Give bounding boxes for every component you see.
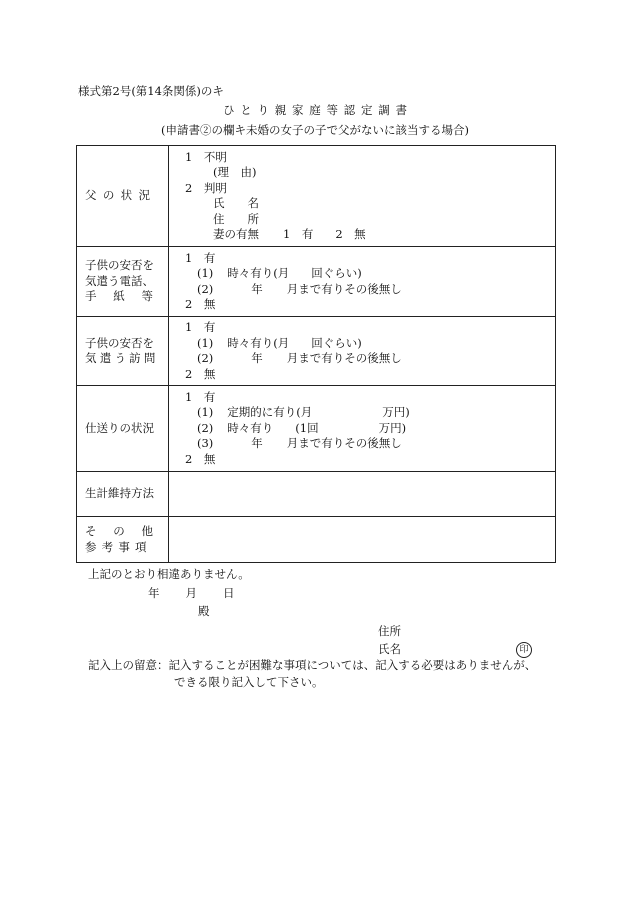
remittance-sub2-mid: (1回 [295,420,319,435]
investigation-table [76,145,556,563]
document-subtitle: (申請書②の欄キ未婚の女子の子で父がないに該当する場合) [161,123,469,137]
other-label-1c: 他 [141,524,153,538]
father-name: 氏 名 [213,196,259,210]
remittance-sub3-num: (3) [197,436,214,451]
father-reason: (理 由) [213,165,257,179]
label-remittance [77,386,169,472]
label-phone-letter [77,247,169,317]
row-livelihood [77,472,556,517]
row-other [77,517,556,563]
remittance-sub2-tail: 万円) [378,420,407,435]
spouse-presence-label: 妻の有無 [213,227,259,241]
visits-opt2: 2 無 [185,366,216,381]
date-day: 日 [223,586,235,600]
value-livelihood [169,472,556,517]
declaration: 上記のとおり相違ありません。 [88,567,250,581]
form-number: 様式第2号(第14条関係)のキ [78,84,224,98]
addressee-honorific: 殿 [198,604,210,618]
visits-label-1: 子供の安否を [85,335,154,350]
remittance-sub1-text: 定期的に有り(月 [227,405,313,420]
label-father-status [77,146,169,247]
visits-sub1-text: 時々有り(月 [227,335,290,350]
remittance-sub2 [185,421,555,437]
visits-label-2: 気遣う訪問 [85,351,159,365]
row-visits [77,317,556,386]
remittance-opt2: 2 無 [185,451,216,466]
remittance-sub3-year: 年 [251,436,263,451]
phone-letter-sub2-text: 月まで有りその後無し [286,281,402,296]
document-title: ひとり親家庭等認定調書 [223,103,413,117]
visits-sub1 [185,336,555,352]
remittance-opt1: 1 有 [185,389,216,404]
date-line [148,586,261,602]
value-phone-letter [169,247,556,317]
phone-letter-opt2: 2 無 [185,297,216,311]
value-other [169,517,556,563]
other-label-1b: の [113,524,125,538]
other-label-2: 参考事項 [85,539,152,554]
phone-letter-opt1: 1 有 [185,250,216,265]
remittance-label-text: 仕送りの状況 [85,420,154,435]
notes-line-2: できる限り記入して下さい。 [174,675,324,689]
other-label-1a: そ [85,524,97,538]
remittance-sub2-text: 時々有り [227,420,274,435]
remittance-sub1 [185,405,555,421]
phone-letter-sub1 [185,266,555,282]
visits-opt1: 1 有 [185,320,216,334]
spouse-presence-row [185,227,555,243]
remittance-sub3 [185,436,555,452]
visits-sub2-year: 年 [251,351,263,365]
name-label: 氏名 [378,642,401,656]
visits-sub1-tail: 回ぐらい) [311,335,362,350]
row-father-status [77,146,556,247]
spouse-no: 2 無 [335,227,366,241]
phone-letter-label-3a: 手 [85,289,97,304]
seal-mark: 印 [516,642,532,658]
value-father-status [169,146,556,247]
phone-letter-label-3b: 紙 [113,289,125,304]
phone-letter-sub2-num: (2) [197,281,214,296]
date-month: 月 [185,586,197,600]
father-known: 2 判明 [185,180,227,195]
value-visits [169,317,556,386]
remittance-sub3-text: 月まで有りその後無し [286,436,402,451]
father-unknown: 1 不明 [185,149,227,164]
phone-letter-label-3 [85,289,168,305]
other-label-1 [85,524,168,540]
row-phone-letter [77,247,556,317]
address-label: 住所 [378,624,401,638]
visits-sub2 [185,351,555,367]
father-address: 住 所 [213,211,259,226]
phone-letter-label-2: 気遣う電話、 [85,273,154,288]
phone-letter-sub2 [185,282,555,298]
phone-letter-sub1-num: (1) [197,266,214,280]
phone-letter-sub2-year: 年 [251,281,263,296]
remittance-sub2-num: (2) [197,420,214,435]
label-visits [77,317,169,386]
visits-sub1-num: (1) [197,335,214,350]
phone-letter-sub1-text: 時々有り(月 [227,266,290,280]
notes-line-1: 記入上の留意：記入することが困難な事項については、記入する必要はありませんが、 [88,658,537,672]
visits-sub2-num: (2) [197,351,214,365]
phone-letter-label-1: 子供の安否を [85,258,154,273]
value-remittance [169,386,556,472]
row-remittance [77,386,556,472]
visits-sub2-text: 月まで有りその後無し [286,351,402,365]
father-status-label-text: 父の状況 [85,188,157,203]
remittance-sub1-tail: 万円) [382,405,410,420]
phone-letter-label-3c: 等 [141,289,153,304]
label-livelihood [77,472,169,517]
spouse-yes: 1 有 [283,227,314,241]
livelihood-label-text: 生計維持方法 [85,486,154,501]
label-other [77,517,169,563]
date-year: 年 [148,586,160,600]
phone-letter-sub1-tail: 回ぐらい) [311,266,362,280]
remittance-sub1-num: (1) [197,405,214,420]
